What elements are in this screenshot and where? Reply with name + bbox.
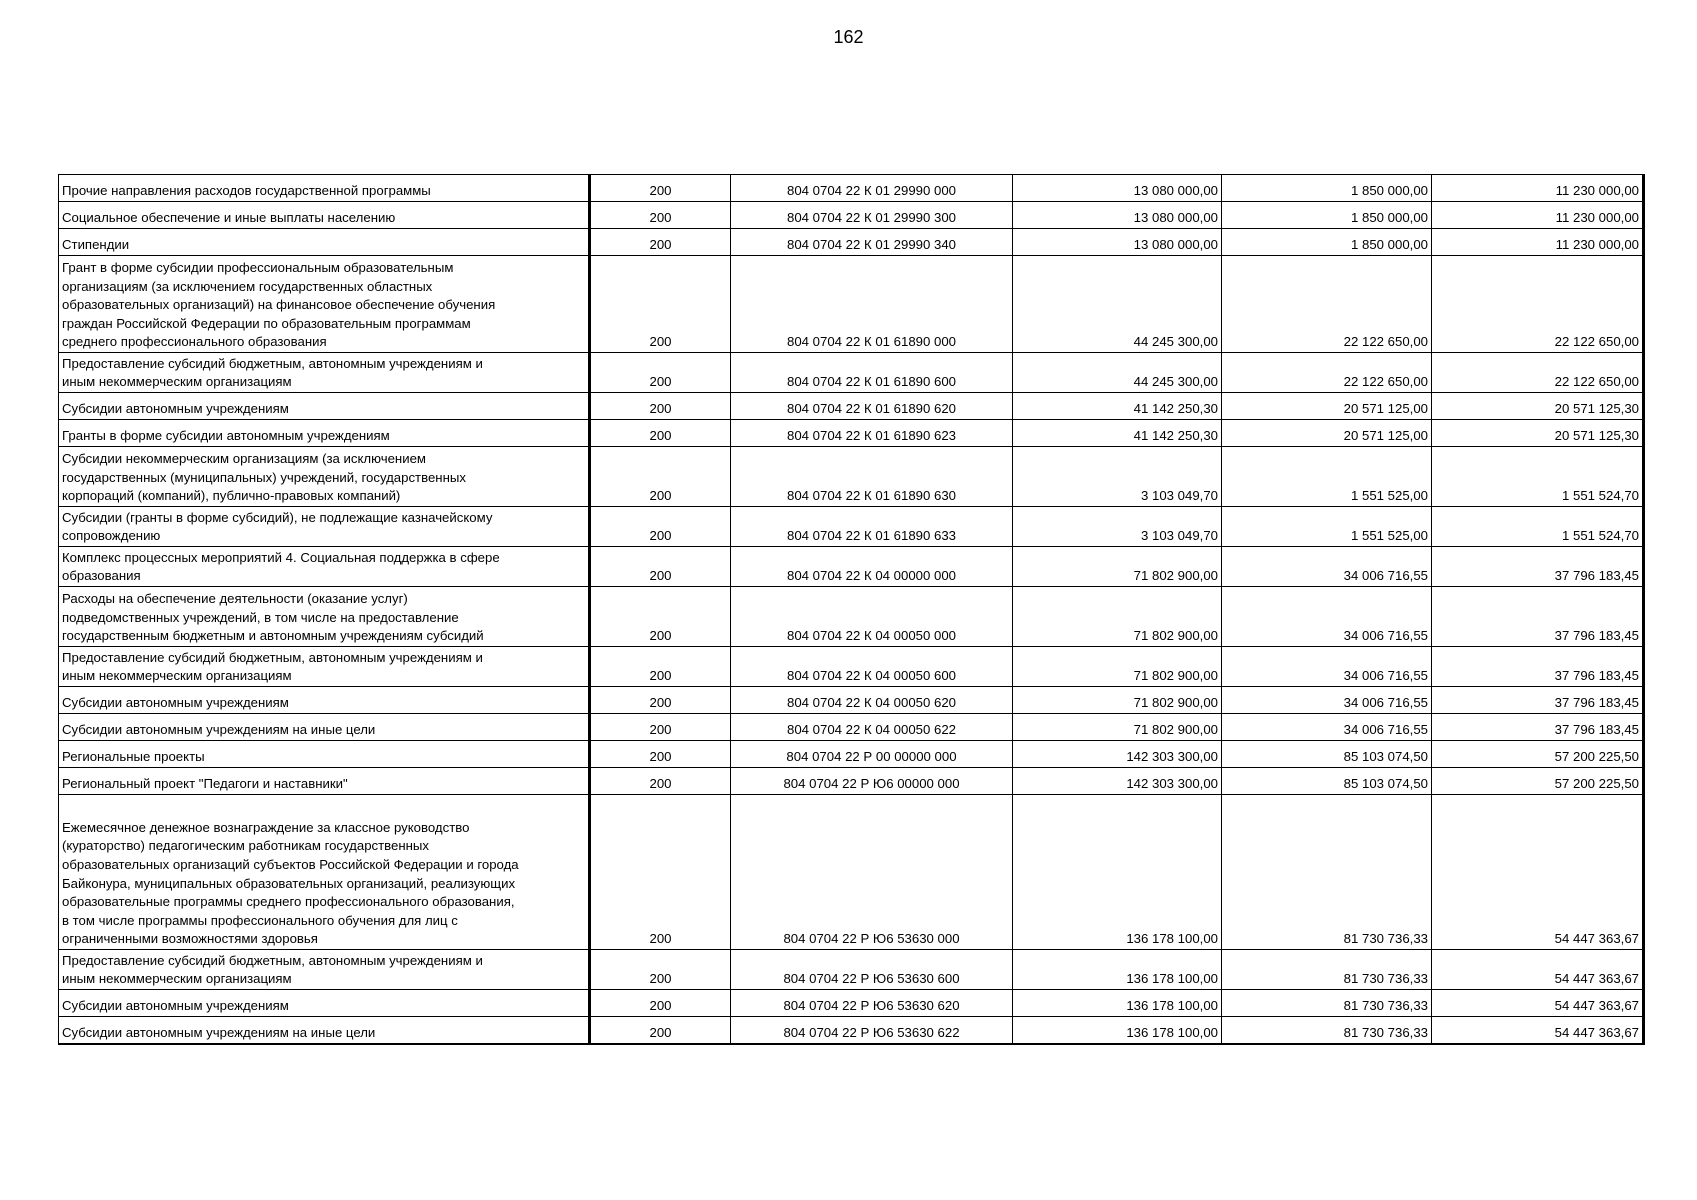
row-name: Субсидии автономным учреждениям bbox=[59, 687, 590, 714]
row-amount-2: 85 103 074,50 bbox=[1222, 768, 1432, 795]
table-row bbox=[59, 950, 1644, 990]
row-code: 200 bbox=[590, 256, 731, 353]
row-code: 200 bbox=[590, 420, 731, 447]
row-amount-3: 37 796 183,45 bbox=[1432, 714, 1644, 741]
row-amount-2: 1 850 000,00 bbox=[1222, 202, 1432, 229]
row-code: 200 bbox=[590, 687, 731, 714]
row-amount-2: 20 571 125,00 bbox=[1222, 420, 1432, 447]
row-amount-1: 142 303 300,00 bbox=[1013, 741, 1222, 768]
page-number: 162 bbox=[833, 27, 864, 47]
row-kbk: 804 0704 22 Р 00 00000 000 bbox=[731, 741, 1013, 768]
row-amount-2: 1 551 525,00 bbox=[1222, 447, 1432, 507]
row-amount-1: 3 103 049,70 bbox=[1013, 447, 1222, 507]
row-amount-3: 22 122 650,00 bbox=[1432, 256, 1644, 353]
row-amount-2: 20 571 125,00 bbox=[1222, 393, 1432, 420]
row-amount-1: 71 802 900,00 bbox=[1013, 647, 1222, 687]
table-row bbox=[59, 587, 1644, 647]
row-name: Стипендии bbox=[59, 229, 590, 256]
row-name: Субсидии некоммерческим организациям (за исключением государственных (муниципальных) учреждений, государственных корпораций (компаний), публично-правовых компаний) bbox=[59, 447, 590, 507]
row-name: Региональные проекты bbox=[59, 741, 590, 768]
table-row bbox=[59, 687, 1644, 714]
table-row bbox=[59, 768, 1644, 795]
row-name: Региональный проект "Педагоги и наставники" bbox=[59, 768, 590, 795]
table-row bbox=[59, 229, 1644, 256]
row-amount-1: 44 245 300,00 bbox=[1013, 256, 1222, 353]
row-kbk: 804 0704 22 К 01 29990 000 bbox=[731, 175, 1013, 202]
table-row bbox=[59, 507, 1644, 547]
row-kbk: 804 0704 22 К 04 00050 622 bbox=[731, 714, 1013, 741]
row-name: Субсидии (гранты в форме субсидий), не подлежащие казначейскому сопровождению bbox=[59, 507, 590, 547]
row-amount-2: 85 103 074,50 bbox=[1222, 741, 1432, 768]
row-amount-1: 136 178 100,00 bbox=[1013, 1017, 1222, 1044]
row-amount-1: 13 080 000,00 bbox=[1013, 175, 1222, 202]
row-name: Гранты в форме субсидии автономным учреждениям bbox=[59, 420, 590, 447]
row-code: 200 bbox=[590, 950, 731, 990]
row-code: 200 bbox=[590, 547, 731, 587]
row-code: 200 bbox=[590, 447, 731, 507]
row-kbk: 804 0704 22 К 01 61890 633 bbox=[731, 507, 1013, 547]
row-amount-2: 22 122 650,00 bbox=[1222, 256, 1432, 353]
table-row bbox=[59, 202, 1644, 229]
table-row bbox=[59, 795, 1644, 950]
table-row bbox=[59, 547, 1644, 587]
row-amount-3: 1 551 524,70 bbox=[1432, 447, 1644, 507]
table-row bbox=[59, 353, 1644, 393]
row-amount-2: 34 006 716,55 bbox=[1222, 714, 1432, 741]
row-kbk: 804 0704 22 К 01 29990 300 bbox=[731, 202, 1013, 229]
row-name: Предоставление субсидий бюджетным, автономным учреждениям и иным некоммерческим организациям bbox=[59, 950, 590, 990]
row-amount-2: 34 006 716,55 bbox=[1222, 687, 1432, 714]
row-name: Прочие направления расходов государственной программы bbox=[59, 175, 590, 202]
row-amount-1: 71 802 900,00 bbox=[1013, 547, 1222, 587]
row-code: 200 bbox=[590, 1017, 731, 1044]
row-amount-3: 11 230 000,00 bbox=[1432, 229, 1644, 256]
row-code: 200 bbox=[590, 741, 731, 768]
row-amount-3: 1 551 524,70 bbox=[1432, 507, 1644, 547]
row-name: Комплекс процессных мероприятий 4. Социальная поддержка в сфере образования bbox=[59, 547, 590, 587]
row-kbk: 804 0704 22 К 01 61890 000 bbox=[731, 256, 1013, 353]
row-name: Субсидии автономным учреждениям bbox=[59, 393, 590, 420]
row-amount-3: 37 796 183,45 bbox=[1432, 547, 1644, 587]
row-amount-1: 41 142 250,30 bbox=[1013, 420, 1222, 447]
row-amount-2: 34 006 716,55 bbox=[1222, 587, 1432, 647]
table-row bbox=[59, 714, 1644, 741]
row-code: 200 bbox=[590, 647, 731, 687]
row-code: 200 bbox=[590, 202, 731, 229]
row-code: 200 bbox=[590, 229, 731, 256]
row-name: Субсидии автономным учреждениям на иные цели bbox=[59, 714, 590, 741]
row-amount-3: 11 230 000,00 bbox=[1432, 202, 1644, 229]
row-amount-2: 81 730 736,33 bbox=[1222, 950, 1432, 990]
row-amount-2: 1 850 000,00 bbox=[1222, 175, 1432, 202]
row-code: 200 bbox=[590, 587, 731, 647]
row-amount-1: 13 080 000,00 bbox=[1013, 202, 1222, 229]
row-amount-3: 54 447 363,67 bbox=[1432, 950, 1644, 990]
row-amount-3: 54 447 363,67 bbox=[1432, 795, 1644, 950]
row-amount-1: 71 802 900,00 bbox=[1013, 714, 1222, 741]
table-row bbox=[59, 256, 1644, 353]
row-amount-1: 136 178 100,00 bbox=[1013, 950, 1222, 990]
row-amount-1: 136 178 100,00 bbox=[1013, 795, 1222, 950]
row-name: Грант в форме субсидии профессиональным образовательным организациям (за исключением государственных областных образовательных организаций) на финансовое обеспечение обучения граждан Российской Федерации по образовательным программам среднего профессионального образования bbox=[59, 256, 590, 353]
row-kbk: 804 0704 22 Р Ю6 53630 000 bbox=[731, 795, 1013, 950]
table-row bbox=[59, 990, 1644, 1017]
row-name: Расходы на обеспечение деятельности (оказание услуг) подведомственных учреждений, в том числе на предоставление государственным бюджетным и автономным учреждениям субсидий bbox=[59, 587, 590, 647]
table-row bbox=[59, 1017, 1644, 1044]
row-kbk: 804 0704 22 К 04 00050 620 bbox=[731, 687, 1013, 714]
row-amount-3: 22 122 650,00 bbox=[1432, 353, 1644, 393]
table-row bbox=[59, 447, 1644, 507]
row-amount-2: 1 551 525,00 bbox=[1222, 507, 1432, 547]
row-amount-3: 57 200 225,50 bbox=[1432, 741, 1644, 768]
row-code: 200 bbox=[590, 507, 731, 547]
row-kbk: 804 0704 22 Р Ю6 53630 600 bbox=[731, 950, 1013, 990]
row-code: 200 bbox=[590, 795, 731, 950]
row-amount-3: 54 447 363,67 bbox=[1432, 990, 1644, 1017]
row-amount-1: 71 802 900,00 bbox=[1013, 687, 1222, 714]
row-amount-1: 142 303 300,00 bbox=[1013, 768, 1222, 795]
row-kbk: 804 0704 22 К 01 61890 630 bbox=[731, 447, 1013, 507]
row-name: Ежемесячное денежное вознаграждение за классное руководство (кураторство) педагогическим работникам государственных образовательных организаций субъектов Российской Федерации и города Байконура, муниципальных образовательных организаций, реализующих образовательные программы среднего профессионального образования, в том числе программы профессионального обучения для лиц с ограниченными возможностями здоровья bbox=[59, 795, 590, 950]
row-amount-1: 13 080 000,00 bbox=[1013, 229, 1222, 256]
row-amount-2: 1 850 000,00 bbox=[1222, 229, 1432, 256]
row-kbk: 804 0704 22 К 04 00000 000 bbox=[731, 547, 1013, 587]
row-name: Социальное обеспечение и иные выплаты населению bbox=[59, 202, 590, 229]
table-body bbox=[59, 175, 1644, 1044]
table-row bbox=[59, 647, 1644, 687]
row-amount-1: 136 178 100,00 bbox=[1013, 990, 1222, 1017]
row-kbk: 804 0704 22 К 01 61890 600 bbox=[731, 353, 1013, 393]
row-code: 200 bbox=[590, 393, 731, 420]
row-kbk: 804 0704 22 Р Ю6 53630 620 bbox=[731, 990, 1013, 1017]
row-kbk: 804 0704 22 К 04 00050 000 bbox=[731, 587, 1013, 647]
row-amount-3: 20 571 125,30 bbox=[1432, 420, 1644, 447]
row-amount-3: 37 796 183,45 bbox=[1432, 647, 1644, 687]
row-code: 200 bbox=[590, 990, 731, 1017]
budget-table bbox=[58, 174, 1645, 1045]
row-kbk: 804 0704 22 К 04 00050 600 bbox=[731, 647, 1013, 687]
row-name: Субсидии автономным учреждениям на иные цели bbox=[59, 1017, 590, 1044]
table-row bbox=[59, 741, 1644, 768]
row-amount-1: 41 142 250,30 bbox=[1013, 393, 1222, 420]
row-code: 200 bbox=[590, 175, 731, 202]
row-amount-3: 20 571 125,30 bbox=[1432, 393, 1644, 420]
row-name: Предоставление субсидий бюджетным, автономным учреждениям и иным некоммерческим организациям bbox=[59, 353, 590, 393]
row-amount-2: 34 006 716,55 bbox=[1222, 647, 1432, 687]
table-row bbox=[59, 175, 1644, 202]
row-amount-3: 37 796 183,45 bbox=[1432, 587, 1644, 647]
row-amount-1: 3 103 049,70 bbox=[1013, 507, 1222, 547]
row-amount-3: 11 230 000,00 bbox=[1432, 175, 1644, 202]
row-amount-3: 37 796 183,45 bbox=[1432, 687, 1644, 714]
row-code: 200 bbox=[590, 714, 731, 741]
row-amount-3: 54 447 363,67 bbox=[1432, 1017, 1644, 1044]
row-amount-2: 81 730 736,33 bbox=[1222, 1017, 1432, 1044]
row-amount-2: 81 730 736,33 bbox=[1222, 795, 1432, 950]
row-kbk: 804 0704 22 К 01 29990 340 bbox=[731, 229, 1013, 256]
row-code: 200 bbox=[590, 768, 731, 795]
row-kbk: 804 0704 22 Р Ю6 53630 622 bbox=[731, 1017, 1013, 1044]
table-row bbox=[59, 393, 1644, 420]
row-amount-1: 71 802 900,00 bbox=[1013, 587, 1222, 647]
table-row bbox=[59, 420, 1644, 447]
row-name: Субсидии автономным учреждениям bbox=[59, 990, 590, 1017]
row-amount-3: 57 200 225,50 bbox=[1432, 768, 1644, 795]
row-kbk: 804 0704 22 Р Ю6 00000 000 bbox=[731, 768, 1013, 795]
row-kbk: 804 0704 22 К 01 61890 620 bbox=[731, 393, 1013, 420]
row-kbk: 804 0704 22 К 01 61890 623 bbox=[731, 420, 1013, 447]
row-name: Предоставление субсидий бюджетным, автономным учреждениям и иным некоммерческим организациям bbox=[59, 647, 590, 687]
row-amount-2: 22 122 650,00 bbox=[1222, 353, 1432, 393]
row-amount-2: 81 730 736,33 bbox=[1222, 990, 1432, 1017]
row-amount-1: 44 245 300,00 bbox=[1013, 353, 1222, 393]
row-amount-2: 34 006 716,55 bbox=[1222, 547, 1432, 587]
row-code: 200 bbox=[590, 353, 731, 393]
